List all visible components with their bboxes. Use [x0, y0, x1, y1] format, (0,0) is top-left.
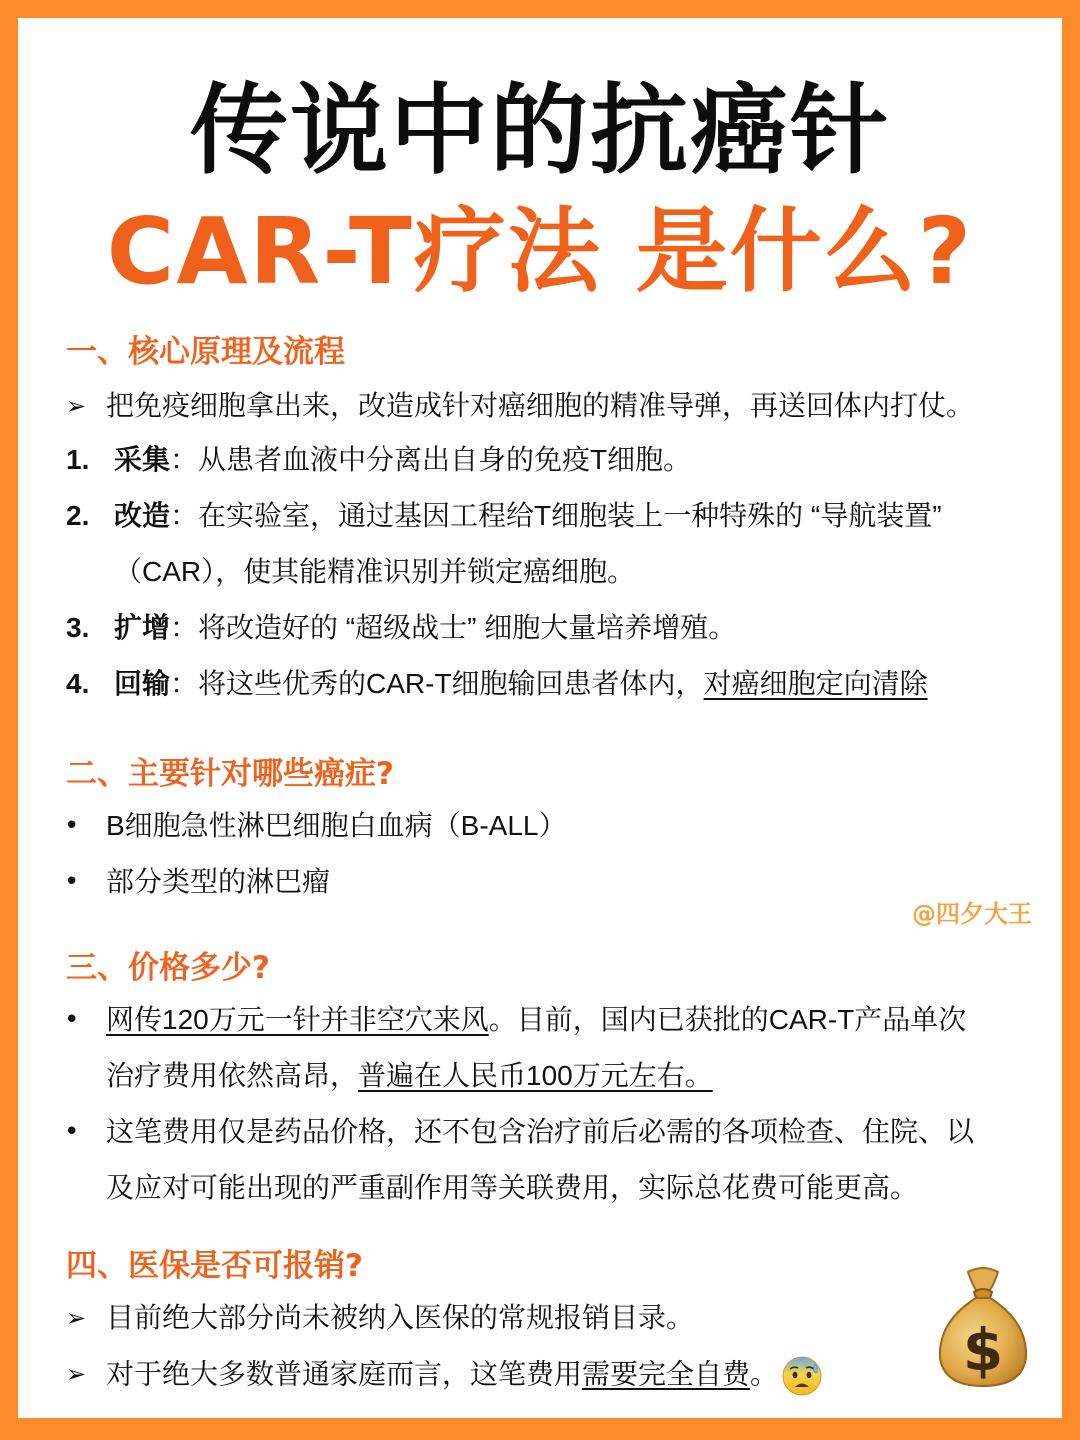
bullet-dot-icon: •	[64, 867, 80, 897]
item-text: 治疗费用依然高昂，	[106, 1060, 359, 1091]
step-name: 改造	[114, 500, 171, 531]
list-item: 这笔费用仅是药品价格，还不包含治疗前后必需的各项检查、住院、以	[106, 1116, 975, 1147]
list-item: 部分类型的淋巴瘤	[106, 866, 331, 897]
money-bag-icon	[928, 1262, 1038, 1392]
arrow-bullet-icon: ➢	[66, 1360, 87, 1388]
list-item	[106, 1354, 824, 1398]
step-text: ：将改造好的 “超级战士” 细胞大量培养增殖。	[170, 612, 737, 643]
list-item: 目前绝大部分尚未被纳入医保的常规报销目录。	[106, 1302, 695, 1333]
bullet-dot-icon: •	[64, 1005, 80, 1035]
bullet-dot-icon: •	[64, 1117, 80, 1147]
underlined-text: 普遍在人民币100万元左右。	[358, 1060, 713, 1091]
item-text: 对于绝大多数普通家庭而言，这笔费用	[106, 1358, 583, 1390]
step-number: 4.	[66, 668, 90, 699]
step-number: 3.	[66, 612, 90, 643]
item-text: 。目前，国内已获批的CAR-T产品单次	[488, 1004, 967, 1035]
step-number: 2.	[66, 500, 90, 531]
list-item: B细胞急性淋巴细胞白血病（B-ALL）	[106, 810, 567, 841]
step-number: 1.	[66, 444, 90, 475]
step-name: 扩增	[114, 612, 171, 643]
step-text-underlined: 对癌细胞定向清除	[703, 668, 928, 699]
step-text: ：将这些优秀的CAR-T细胞输回患者体内，	[170, 668, 704, 699]
section4-heading: 四、医保是否可报销?	[66, 1248, 363, 1284]
step-item	[114, 608, 736, 648]
step-item	[114, 496, 942, 536]
section1-intro: 把免疫细胞拿出来，改造成针对癌细胞的精准导弹，再送回体内打仗。	[106, 390, 975, 421]
step-name: 采集	[114, 444, 171, 475]
underlined-text: 需要完全自费	[582, 1358, 751, 1390]
list-item-continued: 及应对可能出现的严重副作用等关联费用，实际总花费可能更高。	[106, 1172, 919, 1203]
arrow-bullet-icon: ➢	[66, 392, 87, 420]
sub-title: CAR-T疗法 是什么?	[106, 198, 974, 305]
step-text: ：从患者血液中分离出自身的免疫T细胞。	[170, 444, 692, 475]
step-item	[114, 440, 691, 480]
underlined-text: 网传120万元一针并非空穴来风	[106, 1004, 489, 1035]
list-item-continued	[106, 1056, 713, 1096]
arrow-bullet-icon: ➢	[66, 1304, 87, 1332]
main-title: 传说中的抗癌针	[189, 74, 890, 188]
section2-heading: 二、主要针对哪些癌症?	[66, 756, 394, 792]
step-name: 回输	[114, 668, 171, 699]
section1-heading: 一、核心原理及流程	[66, 334, 345, 370]
author-watermark: @四夕大王	[912, 900, 1032, 928]
step-item	[114, 664, 928, 704]
list-item	[106, 1000, 966, 1040]
anxious-sweat-face-icon	[780, 1354, 824, 1398]
item-text: 。	[750, 1358, 779, 1390]
section3-heading: 三、价格多少?	[66, 950, 270, 986]
step-text: ：在实验室，通过基因工程给T细胞装上一种特殊的 “导航装置”	[170, 500, 942, 531]
svg-text:$: $	[962, 1316, 1004, 1384]
step-text-continued: （CAR），使其能精准识别并锁定癌细胞。	[114, 556, 636, 587]
bullet-dot-icon: •	[64, 811, 80, 841]
